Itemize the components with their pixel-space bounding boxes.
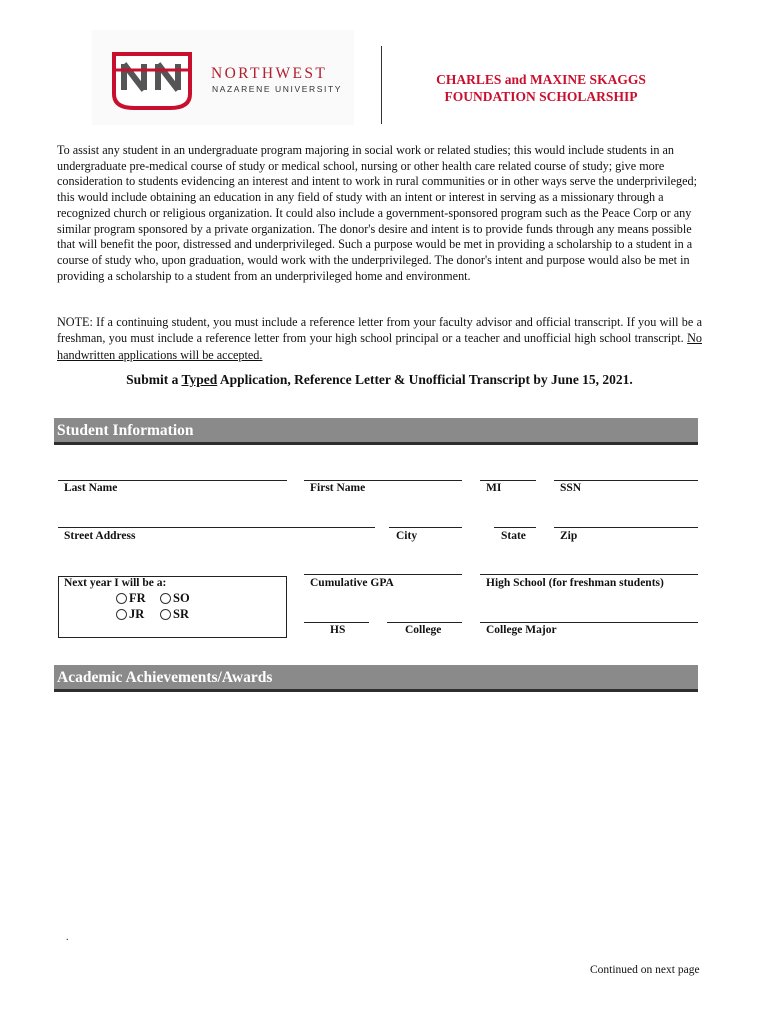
logo-wordmark-line2: NAZARENE UNIVERSITY [212,84,343,94]
academic-achievements-header: Academic Achievements/Awards [54,665,698,692]
radio-circle-icon[interactable] [116,593,127,604]
university-logo-icon [110,50,194,110]
high-school-field[interactable] [480,574,698,575]
scholarship-title-line1: CHARLES and MAXINE SKAGGS [436,72,646,87]
first-name-label: First Name [310,482,366,494]
street-address-label: Street Address [64,530,136,542]
submit-before: Submit a [126,372,182,387]
ssn-label: SSN [560,482,582,494]
city-field[interactable] [389,527,462,528]
grade-option-so[interactable] [160,591,190,606]
ssn-field[interactable] [554,480,698,481]
zip-label: Zip [560,530,578,542]
submit-after: Application, Reference Letter & Unofficial Transcript by June 15, 2021. [217,372,633,387]
grade-option-fr-label: FR [129,591,146,605]
last-name-label: Last Name [64,482,118,494]
mi-label: MI [486,482,502,494]
radio-circle-icon[interactable] [160,593,171,604]
radio-circle-icon[interactable] [116,609,127,620]
grade-level-label: Next year I will be a: [64,577,167,589]
state-label: State [501,530,526,542]
continued-note: Continued on next page [590,964,700,976]
note-text: NOTE: If a continuing student, you must include a reference letter from your faculty advisor and official transcript. If you will be a freshman, you must include a reference letter from your high school principal or a teacher and unofficial high school transcript. [57,315,702,346]
footer-dot: . [66,932,69,943]
hs-gpa-field[interactable] [304,622,369,623]
street-address-field[interactable] [58,527,375,528]
grade-option-jr[interactable] [116,607,144,622]
first-name-field[interactable] [304,480,462,481]
radio-circle-icon[interactable] [160,609,171,620]
state-field[interactable] [494,527,536,528]
student-information-header: Student Information [54,418,698,445]
last-name-field[interactable] [58,480,287,481]
cumulative-gpa-rule [304,574,462,575]
grade-option-jr-label: JR [129,607,145,621]
note-handwritten-warning: No handwritten applications will be accepted. [57,331,702,362]
header-divider [381,46,382,124]
high-school-label: High School (for freshman students) [486,577,664,589]
grade-option-sr-label: SR [173,607,189,621]
grade-option-so-label: SO [173,591,190,605]
zip-field[interactable] [554,527,698,528]
hs-gpa-label: HS [330,624,346,636]
mi-field[interactable] [480,480,536,481]
note-paragraph [57,314,702,363]
logo-wordmark-line1: NORTHWEST [211,65,328,82]
academic-achievements-area[interactable] [57,695,698,925]
scholarship-title [410,71,672,105]
college-gpa-label: College [405,624,442,636]
submit-instructions [57,372,702,388]
scholarship-title-line2: FOUNDATION SCHOLARSHIP [444,89,638,104]
grade-option-sr[interactable] [160,607,189,622]
college-major-label: College Major [486,624,557,636]
college-gpa-field[interactable] [387,622,462,623]
cumulative-gpa-label: Cumulative GPA [310,577,394,589]
college-major-field[interactable] [480,622,698,623]
grade-option-fr[interactable] [116,591,146,606]
city-label: City [396,530,418,542]
intro-paragraph: To assist any student in an undergraduate program majoring in social work or related studies; this would include students in an undergraduate pre-medical course of study or medical school, nursing or other health care related course of study; give more consideration to students evidencing an interest and intent to work in rural communities or in other ways serve the underprivileged; this would include obtaining an education in any field of study with an intent or interest in serving as a missionary through a recognized church or religious organization. It could also include a government-sponsored program such as the Peace Corp or any similar program sponsored by a private organization. The donor's desire and intent is to provide funds through any means possible that will benefit the poor, distressed and underprivileged. Such a purpose would be met in providing a scholarship to a student in a course of study who, upon graduation, would work with the underprivileged. The donor's intent and purpose would also be met in providing a scholarship to a student from an underprivileged home and environment. [57,143,698,283]
submit-typed: Typed [181,372,218,387]
